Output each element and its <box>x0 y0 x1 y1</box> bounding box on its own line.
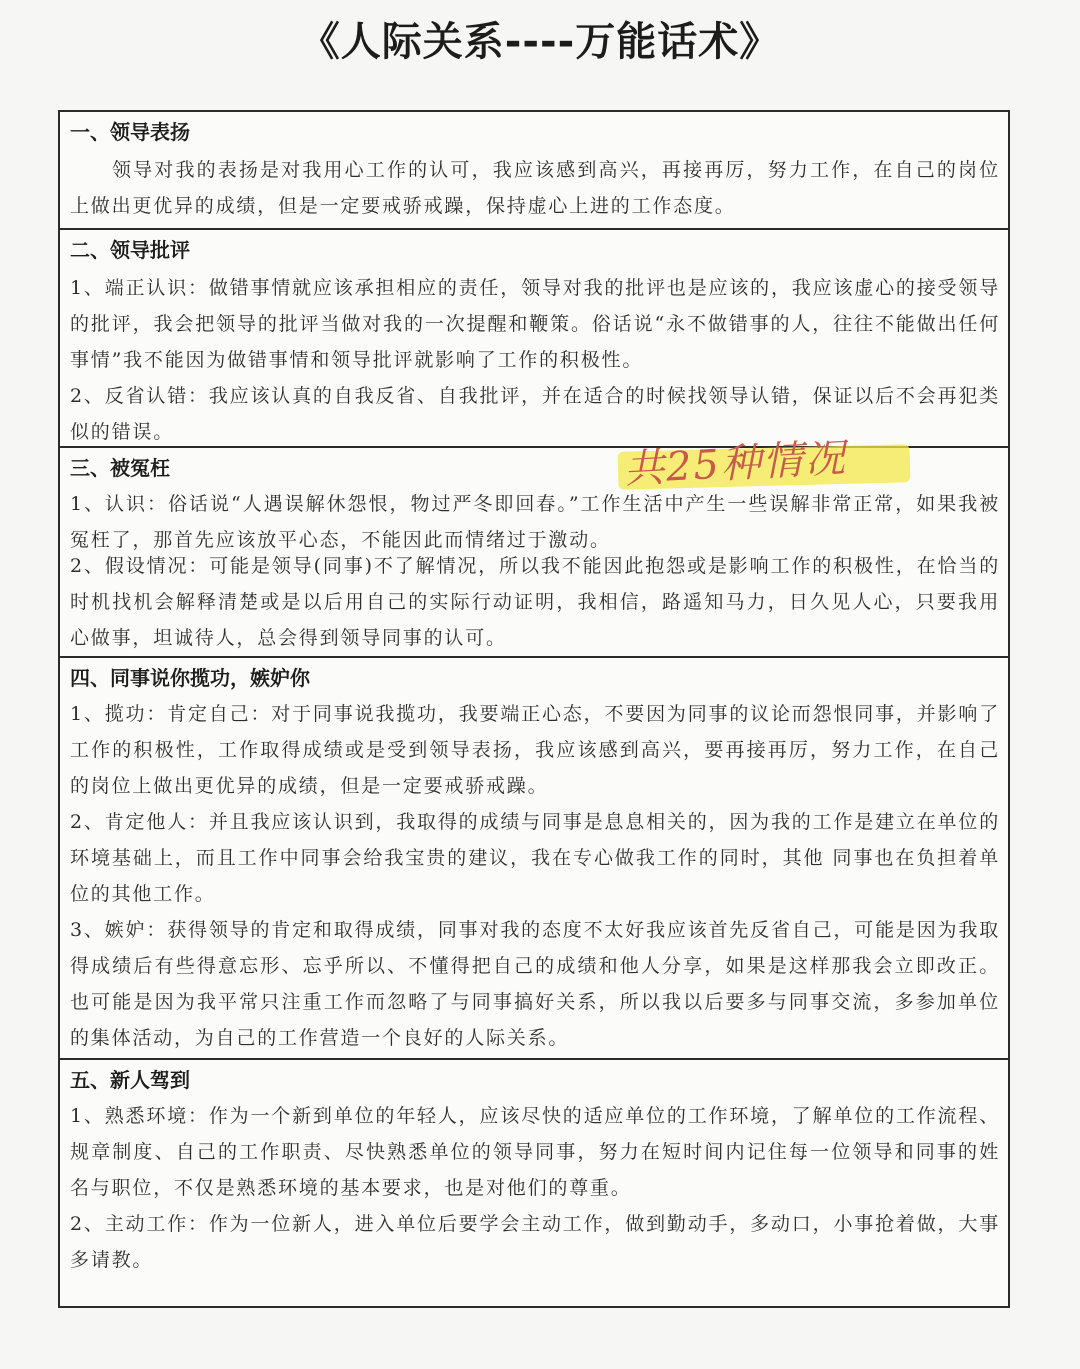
handwritten-annotation <box>614 434 914 496</box>
section-heading: 三、被冤枉 <box>70 456 170 480</box>
section-paragraph: 2、反省认错：我应该认真的自我反省、自我批评，并在适合的时候找领导认错，保证以后不会再犯类似的错误。 <box>70 385 1000 443</box>
section-paragraph: 1、认识：俗话说“人遇误解休怨恨，物过严冬即回春。”工作生活中产生一些误解非常正常，如果我被冤枉了，那首先应该放平心态，不能因此而情绪过于激动。 <box>70 493 1000 551</box>
section-paragraph: 2、假设情况：可能是领导(同事)不了解情况，所以我不能因此抱怨或是影响工作的积极性，在恰当的时机找机会解释清楚或是以后用自己的实际行动证明，我相信，路遥知马力，日久见人心，只要我用心做事，坦诚待人，总会得到领导同事的认可。 <box>70 555 1000 649</box>
section-paragraph: 1、揽功：肯定自己：对于同事说我揽功，我要端正心态，不要因为同事的议论而怨恨同事，并影响了工作的积极性，工作取得成绩或是受到领导表扬，我应该感到高兴，要再接再厉，努力工作，在自己的岗位上做出更优异的成绩，但是一定要戒骄戒躁。 <box>70 703 1000 797</box>
document-title: 《人际关系----万能话术》 <box>299 19 781 65</box>
content-table <box>58 110 1010 1308</box>
section-paragraph: 3、嫉妒：获得领导的肯定和取得成绩，同事对我的态度不太好我应该首先反省自己，可能是因为我取得成绩后有些得意忘形、忘乎所以、不懂得把自己的成绩和他人分享，如果是这样那我会立即改正。也可能是因为我平常只注重工作而忽略了与同事搞好关系，所以我以后要多与同事交流，多参加单位的集体活动，为自己的工作营造一个良好的人际关系。 <box>70 919 1000 1049</box>
section-paragraph: 1、熟悉环境：作为一个新到单位的年轻人，应该尽快的适应单位的工作环境，了解单位的工作流程、规章制度、自己的工作职责、尽快熟悉单位的领导同事，努力在短时间内记住每一位领导和同事的姓名与职位，不仅是熟悉环境的基本要求，也是对他们的尊重。 <box>70 1105 1000 1199</box>
section-colleague-jealousy <box>60 658 1008 1060</box>
annotation-text: 共25种情况 <box>622 435 848 493</box>
section-heading: 二、领导批评 <box>70 238 190 262</box>
section-paragraph: 2、主动工作：作为一位新人，进入单位后要学会主动工作，做到勤动手，多动口，小事抢着做，大事多请教。 <box>70 1213 1000 1271</box>
section-leader-praise <box>60 112 1008 230</box>
section-paragraph: 领导对我的表扬是对我用心工作的认可，我应该感到高兴，再接再厉，努力工作，在自己的岗位上做出更优异的成绩，但是一定要戒骄戒躁，保持虚心上进的工作态度。 <box>70 159 1000 217</box>
section-heading: 一、领导表扬 <box>70 120 190 144</box>
section-new-employee <box>60 1060 1008 1306</box>
section-heading: 四、同事说你揽功，嫉妒你 <box>70 666 310 690</box>
section-paragraph: 2、肯定他人：并且我应该认识到，我取得的成绩与同事是息息相关的，因为我的工作是建立在单位的环境基础上，而且工作中同事会给我宝贵的建议，我在专心做我工作的同时，其他 同事也在负担着单位的其他工作。 <box>70 811 1000 905</box>
section-heading: 五、新人驾到 <box>70 1068 190 1092</box>
section-leader-criticism <box>60 230 1008 448</box>
section-paragraph: 1、端正认识：做错事情就应该承担相应的责任，领导对我的批评也是应该的，我应该虚心的接受领导的批评，我会把领导的批评当做对我的一次提醒和鞭策。俗话说“永不做错事的人，往往不能做出任何事情”我不能因为做错事情和领导批评就影响了工作的积极性。 <box>70 277 1000 371</box>
